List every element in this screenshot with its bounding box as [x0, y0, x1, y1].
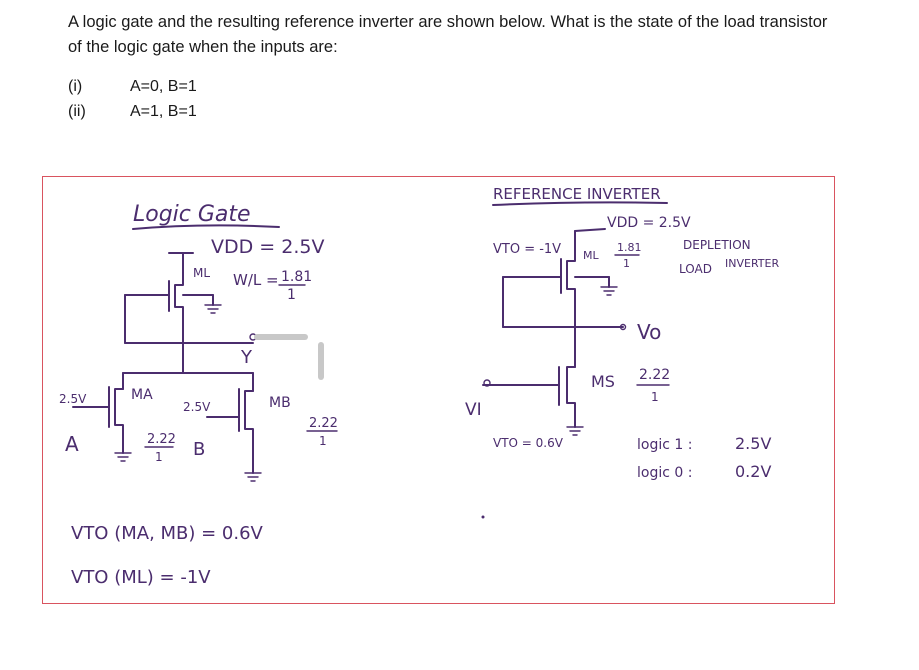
circuit-sketch: [43, 177, 836, 605]
inverter-vdd-label: VDD = 2.5V: [607, 215, 691, 231]
option-value: A=0, B=1: [130, 78, 197, 95]
load-transistor: [175, 273, 183, 317]
reference-inverter-diagram: [465, 185, 779, 519]
option-number: (i): [68, 78, 83, 95]
vi-label: VI: [465, 400, 482, 420]
logic1-label: logic 1 :: [637, 437, 693, 453]
logic-gate-diagram: [59, 202, 338, 588]
ms-ratio-den: 1: [651, 390, 659, 404]
inverter-load-transistor: [567, 251, 575, 327]
inverter-switch-transistor: [567, 367, 575, 427]
load-note-depletion: DEPLETION: [683, 238, 751, 252]
ms-label: MS: [591, 372, 615, 391]
b-input-label: B: [193, 439, 206, 460]
logic0-label: logic 0 :: [637, 465, 693, 481]
ma-ratio-num: 2.22: [147, 432, 176, 447]
output-label: Y: [241, 347, 252, 368]
a-level-label: 2.5V: [59, 392, 87, 406]
mb-ratio-den: 1: [319, 434, 327, 448]
question-text: A logic gate and the resulting reference inverter are shown below. What is the state of the load transistor of the logic gate when the inputs are:: [68, 13, 828, 56]
inverter-ml-ratio-num: 1.81: [617, 241, 642, 254]
ma-transistor: [115, 389, 123, 453]
mb-ratio-num: 2.22: [309, 416, 338, 431]
ma-label: MA: [131, 387, 153, 403]
logic-vdd-label: VDD = 2.5V: [211, 236, 325, 258]
stray-dot: [482, 516, 485, 519]
load-note-inverter: INVERTER: [725, 257, 780, 270]
logic-gate-title: Logic Gate: [133, 202, 251, 227]
a-input-label: A: [65, 432, 79, 456]
wl-ratio-num: 1.81: [281, 269, 313, 285]
reference-inverter-title: REFERENCE INVERTER: [493, 185, 661, 203]
option-value: A=1, B=1: [130, 103, 197, 120]
vdd-rail: [575, 229, 605, 231]
inverter-ml-ratio-den: 1: [623, 257, 630, 270]
mb-transistor: [245, 391, 253, 473]
option-number: (ii): [68, 103, 86, 120]
wl-ratio-den: 1: [287, 287, 296, 303]
inverter-vto-load: VTO = -1V: [493, 242, 562, 257]
b-level-label: 2.5V: [183, 400, 211, 414]
ms-ratio-num: 2.22: [639, 367, 671, 383]
inverter-ml-label: ML: [583, 249, 599, 262]
handwritten-figure: [42, 176, 835, 604]
logic1-value: 2.5V: [735, 434, 772, 453]
vo-label: Vo: [637, 320, 662, 344]
ml-label: ML: [193, 266, 211, 280]
load-note-load: LOAD: [679, 262, 712, 276]
vto-drivers-note: VTO (MA, MB) = 0.6V: [71, 523, 263, 544]
wl-label: W/L =: [233, 271, 279, 289]
vto-load-note: VTO (ML) = -1V: [71, 567, 211, 588]
inverter-vto-driver: VTO = 0.6V: [493, 436, 563, 450]
logic0-value: 0.2V: [735, 462, 772, 481]
ma-ratio-den: 1: [155, 450, 163, 464]
mb-label: MB: [269, 395, 291, 411]
